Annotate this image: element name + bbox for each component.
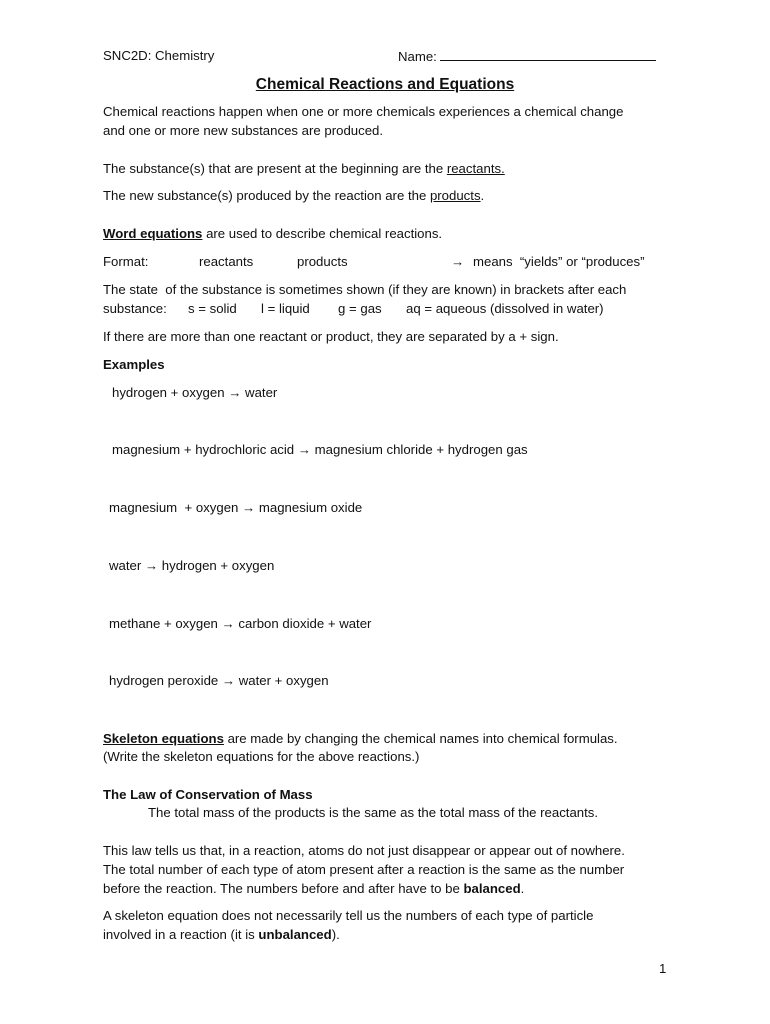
format-arrow-icon: → bbox=[451, 254, 465, 269]
products-period: . bbox=[480, 188, 485, 203]
course-label: SNC2D: Chemistry bbox=[103, 48, 215, 63]
conservation-p2-line2 bbox=[103, 927, 340, 942]
reactants-definition-text: The substance(s) that are present at the beginning are the bbox=[103, 161, 447, 176]
example-equation: magnesium + hydrochloric acid → magnesium chloride + hydrogen gas bbox=[112, 442, 528, 457]
conservation-statement: The total mass of the products is the same as the total mass of the reactants. bbox=[148, 805, 599, 820]
conservation-p2-line2-text: involved in a reaction (it is bbox=[103, 927, 259, 942]
format-products: products bbox=[297, 254, 348, 269]
plus-sign-rule: If there are more than one reactant or product, they are separated by a + sign. bbox=[103, 329, 559, 344]
format-reactants: reactants bbox=[199, 254, 254, 269]
state-gas: g = gas bbox=[338, 301, 382, 316]
examples-heading: Examples bbox=[103, 357, 165, 372]
conservation-p1-line3-end: . bbox=[520, 881, 525, 896]
skeleton-intro bbox=[103, 731, 618, 746]
name-label: Name: bbox=[398, 49, 437, 64]
skeleton-term: Skeleton equations bbox=[103, 731, 224, 746]
products-term: products bbox=[429, 188, 481, 203]
example-equation: water → hydrogen + oxygen bbox=[109, 558, 275, 573]
skeleton-instruction: (Write the skeleton equations for the above reactions.) bbox=[103, 749, 420, 764]
balanced-term: balanced bbox=[463, 881, 521, 896]
conservation-p1-line2: The total number of each type of atom present after a reaction is the same as the number bbox=[103, 862, 625, 877]
word-equations-term: Word equations bbox=[103, 226, 203, 241]
conservation-p1-line1: This law tells us that, in a reaction, atoms do not just disappear or appear out of nowhere. bbox=[103, 843, 625, 858]
unbalanced-term: unbalanced bbox=[258, 927, 332, 942]
reactants-term: reactants. bbox=[446, 161, 505, 176]
page-title: Chemical Reactions and Equations bbox=[255, 76, 515, 93]
reactants-definition bbox=[103, 161, 505, 176]
format-means: means “yields” or “produces” bbox=[473, 254, 645, 269]
intro-line-2: and one or more new substances are produced. bbox=[103, 123, 384, 138]
name-field[interactable] bbox=[398, 48, 656, 64]
state-solid: s = solid bbox=[188, 301, 237, 316]
state-liquid: l = liquid bbox=[261, 301, 310, 316]
state-line-1: The state of the substance is sometimes shown (if they are known) in brackets after each bbox=[103, 282, 627, 297]
conservation-p2-line1: A skeleton equation does not necessarily tell us the numbers of each type of particle bbox=[103, 908, 594, 923]
conservation-p1-line3 bbox=[103, 881, 524, 896]
word-equations-text: are used to describe chemical reactions. bbox=[202, 226, 443, 241]
state-aqueous: aq = aqueous (dissolved in water) bbox=[406, 301, 604, 316]
state-label: substance: bbox=[103, 301, 167, 316]
word-equations-intro bbox=[103, 226, 442, 241]
products-definition-text: The new substance(s) produced by the reaction are the bbox=[103, 188, 430, 203]
example-equation: magnesium + oxygen → magnesium oxide bbox=[109, 500, 363, 515]
products-definition bbox=[103, 188, 484, 203]
skeleton-text: are made by changing the chemical names into chemical formulas. bbox=[223, 731, 618, 746]
intro-line-1: Chemical reactions happen when one or more chemicals experiences a chemical change bbox=[103, 104, 624, 119]
example-equation: methane + oxygen → carbon dioxide + water bbox=[109, 616, 372, 631]
page-number: 1 bbox=[659, 961, 667, 976]
format-label: Format: bbox=[103, 254, 149, 269]
name-blank-line[interactable] bbox=[440, 48, 656, 61]
example-equation: hydrogen + oxygen → water bbox=[112, 385, 278, 400]
conservation-p1-line3-text: before the reaction. The numbers before and after have to be bbox=[103, 881, 464, 896]
conservation-p2-line2-end: ). bbox=[331, 927, 340, 942]
example-equation: hydrogen peroxide → water + oxygen bbox=[109, 673, 329, 688]
conservation-heading: The Law of Conservation of Mass bbox=[103, 787, 313, 802]
